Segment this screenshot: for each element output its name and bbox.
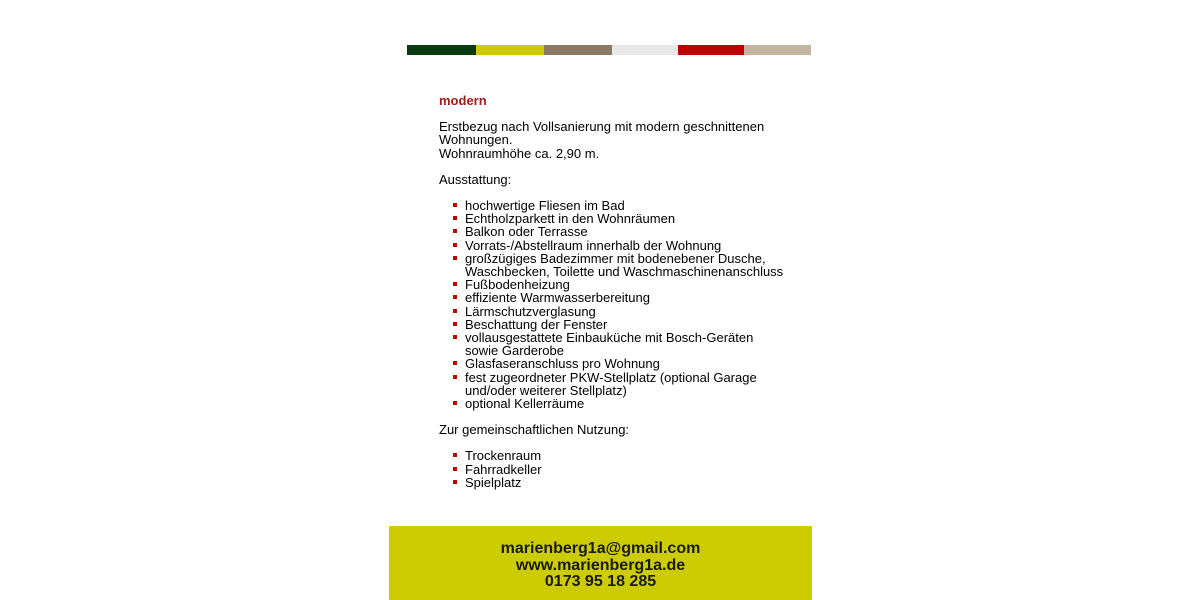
list-item: Balkon oder Terrasse: [465, 225, 784, 238]
list-item: Fahrradkeller: [465, 463, 784, 476]
color-segment: [544, 45, 612, 55]
color-segment: [407, 45, 476, 55]
equipment-label: Ausstattung:: [439, 171, 512, 187]
list-item: Echtholzparkett in den Wohnräumen: [465, 212, 784, 225]
color-segment: [612, 45, 678, 55]
list-item: Fußbodenheizung: [465, 278, 784, 291]
phone-number: 0173 95 18 285: [544, 573, 657, 590]
list-item: vollausgestattete Einbauküche mit Bosch-Geräten sowie Garderobe: [465, 331, 784, 357]
list-item: großzügiges Badezimmer mit bodenebener Dusche, Waschbecken, Toilette und Waschmaschinenanschluss: [465, 250, 784, 280]
shared-use-label: Zur gemeinschaftlichen Nutzung:: [439, 422, 630, 438]
list-item: optional Kellerräume: [465, 397, 784, 410]
shared-use-list: [439, 449, 784, 489]
equipment-list: [439, 199, 784, 410]
contact-box: [389, 526, 812, 600]
color-strip: [407, 45, 811, 55]
section-heading: modern: [439, 93, 487, 108]
list-item: Trockenraum: [465, 449, 784, 462]
color-segment: [476, 45, 544, 55]
list-item: Lärmschutzverglasung: [465, 305, 784, 318]
email-link[interactable]: marienberg1a@gmail.com: [500, 540, 701, 557]
list-item: fest zugeordneter PKW-Stellplatz (optional Garage und/oder weiterer Stellplatz): [465, 371, 784, 397]
website-link[interactable]: www.marienberg1a.de: [515, 556, 686, 574]
list-item: hochwertige Fliesen im Bad: [465, 199, 784, 212]
color-segment: [678, 45, 744, 55]
list-item: Beschattung der Fenster: [465, 318, 784, 331]
intro-text: [439, 120, 784, 160]
color-segment: [744, 45, 811, 55]
list-item: Vorrats-/Abstellraum innerhalb der Wohnung: [465, 239, 784, 252]
list-item: effiziente Warmwasserbereitung: [465, 291, 784, 304]
main-content: [439, 94, 784, 502]
intro-line: Erstbezug nach Vollsanierung mit modern geschnittenen Wohnungen.: [439, 119, 765, 148]
list-item: Glasfaseranschluss pro Wohnung: [465, 357, 784, 370]
intro-line: Wohnraumhöhe ca. 2,90 m.: [439, 145, 600, 161]
list-item: Spielplatz: [465, 476, 784, 489]
